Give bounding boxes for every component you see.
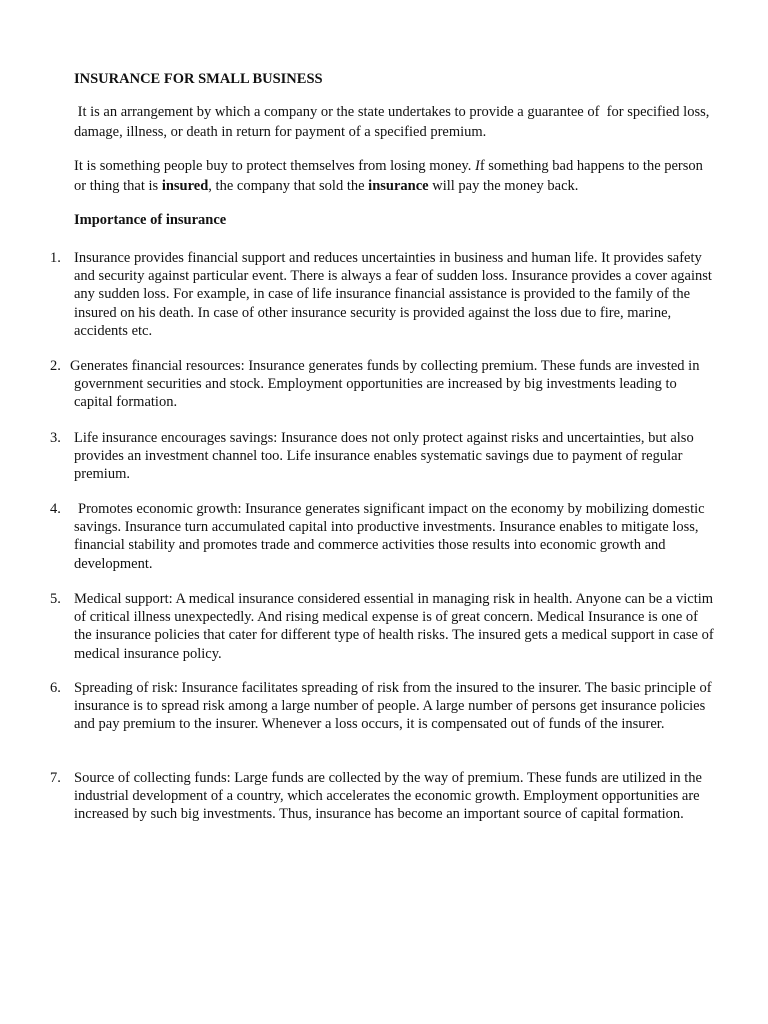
explanation-text-2: f something bad happens to the person or thing that is <box>74 158 703 194</box>
list-item-text: Spreading of risk: Insurance facilitates spreading of risk from the insured to the insurer. The basic principle of insurance is to spread risk among a large number of people. A large number of persons get insurance policies and pay premium to the insurer. Whenever a loss occurs, it is compensated out of funds of the insurer. <box>74 680 712 733</box>
explanation-bold-insurance: insurance <box>368 178 429 194</box>
list-item-text: Medical support: A medical insurance considered essential in managing risk in health. Anyone can be a victim of critical illness unexpectedly. And rising medical expense is of great concern. Medical Insurance is one of the insurance policies that cater for different type of health risks. The insured gets a medical support in case of medical insurance policy. <box>74 591 714 662</box>
list-item <box>50 357 714 412</box>
list-item-number: 7. <box>50 770 61 786</box>
definition-paragraph: It is an arrangement by which a company or the state undertakes to provide a guarantee of for specified loss, damage, illness, or death in return for payment of a specified premium. <box>74 104 713 140</box>
list-item-text: Source of collecting funds: Large funds are collected by the way of premium. These funds are utilized in the industrial development of a country, which accelerates the economic growth. Employment opportunities are increased by such big investments. Thus, insurance has become an important source of capital formation. <box>74 770 702 823</box>
list-item-number: 2. <box>50 358 61 374</box>
list-item-number: 6. <box>50 680 61 696</box>
list-item-number: 5. <box>50 591 61 607</box>
list-item <box>50 590 714 663</box>
list-item <box>50 769 714 824</box>
list-item <box>50 500 714 573</box>
list-item-number: 4. <box>50 501 61 517</box>
explanation-italic-letter: I <box>474 158 480 174</box>
list-item <box>50 249 714 340</box>
list-item-text: Insurance provides financial support and reduces uncertainties in business and human life. It provides safety and security against particular event. There is always a fear of sudden loss. Insurance provides a cover against any sudden loss. For example, in case of life insurance financial assistance is provided to the family of the insured on his death. In case of other insurance security is provided against the loss due to fire, marine, accidents etc. <box>74 250 712 339</box>
list-item <box>50 679 714 734</box>
section-subheading: Importance of insurance <box>74 212 227 228</box>
explanation-paragraph <box>74 156 714 196</box>
list-item <box>50 429 714 484</box>
explanation-text-4: will pay the money back. <box>428 178 579 194</box>
document-title: INSURANCE FOR SMALL BUSINESS <box>74 71 323 87</box>
explanation-text-1: It is something people buy to protect themselves from losing money. <box>74 158 475 174</box>
list-item-number: 1. <box>50 250 61 266</box>
list-item-text: Promotes economic growth: Insurance generates significant impact on the economy by mobilizing domestic savings. Insurance turn accumulated capital into productive investments. Insurance enables to mitigate loss, financial stability and promotes trade and commerce activities those results into economic growth and development. <box>74 501 705 572</box>
list-item-text: Generates financial resources: Insurance generates funds by collecting premium. These funds are invested in government securities and stock. Employment opportunities are increased by big investments leading to capital formation. <box>70 358 700 411</box>
list-item-number: 3. <box>50 430 61 446</box>
explanation-bold-insured: insured <box>161 178 209 194</box>
explanation-text-3: , the company that sold the <box>208 178 369 194</box>
list-item-text: Life insurance encourages savings: Insurance does not only protect against risks and uncertainties, but also provides an investment channel too. Life insurance enables systematic savings due to payment of regular premium. <box>74 430 694 483</box>
